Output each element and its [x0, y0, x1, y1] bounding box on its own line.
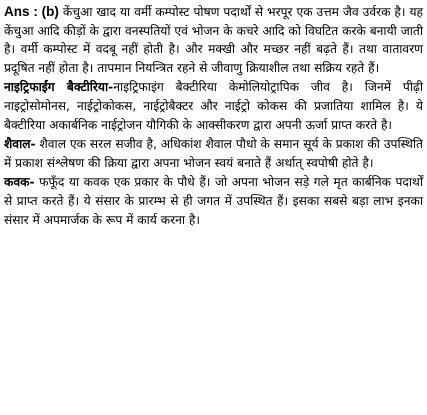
nitrifying-bacteria-paragraph: [4, 78, 423, 134]
algae-term: शैवाल-: [4, 137, 36, 152]
fungi-paragraph: [4, 173, 423, 229]
algae-paragraph: [4, 135, 423, 172]
fungi-term: कवक-: [4, 175, 35, 190]
nitrifying-bacteria-term: नाइट्रिफाईंग बैक्टीरिया-: [4, 80, 114, 95]
algae-text: शैवाल एक सरल सजीव है, अधिकांश शैवाल पौधो के समान सूर्य के प्रकाश की उपस्थिति में प्रकाश संश्लेषण की क्रिया द्वारा अपना भोजन स्वयं बनाते हैं अर्थात् स्वपोषी होते है।: [4, 137, 423, 170]
answer-label: Ans : (b): [4, 4, 59, 19]
answer-text: केंचुआ खाद या वर्मी कम्पोस्ट पोषण पदार्थों से भरपूर एक उत्तम जैव उर्वरक है। यह केंचुआ आदि कीड़ों के द्वारा वनस्पतियों एवं भोजन के कचरे आदि को विघटित करके बनायी जाती है। वर्मी कम्पोस्ट में वदबू नहीं होती है। और मक्खी और मच्छर नहीं बढ़ते हैं। तथा वातावरण प्रदूषित नहीं होता है। तापमान नियन्त्रित रहने से जीवाणु क्रियाशील तथा सक्रिय रहते हैं।: [4, 5, 423, 75]
nitrifying-bacteria-text: नाइट्रिफाइंग बैक्टीरिया केमोलियोट्रापिक जीव है। जिनमें पीढ़ी नाइट्रोसोमोनस, नाईट्रोकोकस, नाईट्रोबैक्टर और नाईट्रो कोकस की प्रजातिया शामिल है। ये बैक्टीरिया अकार्बनिक नाईट्रोजन यौगिकी के आक्सीकरण द्वारा अपनी ऊर्जा प्राप्त करते है।: [4, 80, 423, 132]
answer-paragraph: [4, 3, 423, 77]
fungi-text: फफूँद या कवक एक प्रकार के पौधे हैं। जो अपना भोजन सड़े गले मृत कार्बनिक पदार्थों से प्राप्त करते हैं। ये संसार के प्रारम्भ से ही जगत में उपस्थित हैं। इसका सबसे बड़ा लाभ इनका संसार में अपमार्जक के रूप में कार्य करना है।: [4, 175, 423, 227]
